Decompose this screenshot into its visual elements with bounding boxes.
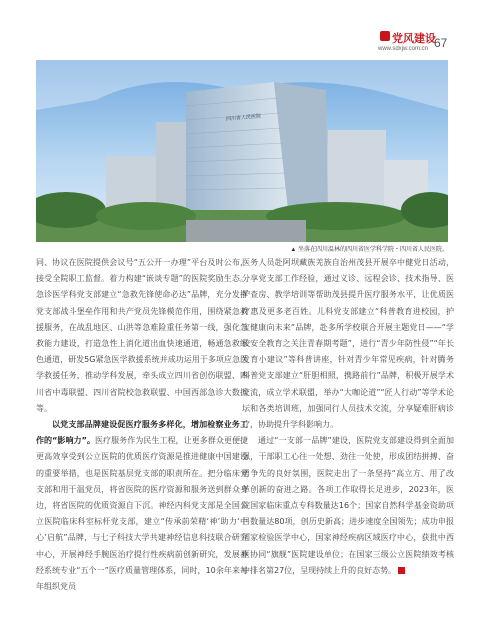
right-column <box>242 255 454 579</box>
section-subhead: 以党支部品牌建设促医疗服务多样化，增加检察业务工作的“影响力”。 <box>36 420 248 446</box>
left-paragraph-1: 同、协议在医院提供会议号“五公开一办理”平台及时公布，接受全院职工监督。着力构建“嵌谈专题”的医院奖励生态。急诊医学科党支部建立“急救先锋使命必达”品牌，充分发挥党支部战斗堡垒作用和共产党员先锋模范作用，围绕紧急救援服务，在战乱地区、山洪等急难险重任务第一线，强化急救能力建设，打造急性上消化道出血快速通道，畅通急救绿色通道，研发5G紧急医学救援系统并成功运用于多项应急医学救援任务，推动学科发展，牵头成立四川省创伤联盟、四川省中毒联盟、四川省院校急救联盟、中国西部急诊大数据等。 <box>36 258 248 413</box>
photo-caption: ▲ 坐落在四川温林的四川省医学科学院・四川省人民医院。 <box>290 247 448 253</box>
logo-seal-icon <box>380 31 390 41</box>
page-number: 67 <box>434 36 448 50</box>
right-paragraph-2-wrapper <box>242 433 454 579</box>
magazine-logo: 党风建设 <box>392 32 436 45</box>
site-url: www.sdxjw.com.cn <box>378 46 429 52</box>
hospital-building-illustration <box>36 60 448 242</box>
left-subhead-paragraph <box>36 417 248 595</box>
hospital-photo <box>36 60 448 242</box>
right-paragraph-1: 医务人员赴阿坝藏族羌族自治州茂县开展卒中健党日活动，分享党支部工作经验，通过义诊、远程会诊、技术指导、医护查房、教学培训等帮助茂县提升医疗服务水平，让优质医疗惠及更多老百姓。儿科党支部建立“科普教育进校园，护宝健康向未来”品牌，赴多所学校联合开展主题党日——“学校安全教育之关注青春期考题”，进行“青少年防性侵”“年长发育小建议”等科普讲座，针对青少年常见疾病，针对腾务科普党支部建立“肝胆相照，携路前行”品牌，积极开展学术交流，成立学术联盟，举办“大咖论道”“匠人行动”等学术论坛和各类培训班，加强同行人员技术交流，分享疑难肝病诊疗，协助提升学科影响力。 <box>242 258 454 430</box>
end-mark-icon <box>398 567 405 574</box>
right-paragraph-2: 通过“一支部一品牌”建设，医院党支部建设得到全面加强，干部职工心往一处想、劲往一处使，形成团结拼搏、奋勇争先的良好氛围，医院走出了一条坚持“高立方、用了改革创新的奋进之路。各项工作取得长足进步，2023年，医院国家临床重点专科数量达16个；国家自然科学基金资助项目数量达80项，创历史新高；进步速度全国领先；成功申报国家检验医学中心，国家神经疾病区域医疗中心，获批中西医协同“旗舰”医院建设单位；在国家三级公立医院绩效考核中排名第27位，呈现持续上升的良好态势。 <box>242 436 454 575</box>
building-sign: 四川省人民医院 <box>226 113 262 123</box>
left-column <box>36 255 248 595</box>
left-paragraph-2: 医疗服务作为民生工程，让更多群众更便捷更高效享受到公立医院的优质医疗资源是推进健康中国建设的重要举措，也是医院基层党支部的职责所在。把分临床党支部和用于温党员，将省医院的医疗资源和服务送到群众身边，将省医院的优质资源自下沉。神经内科党支部是全国公立医院临床科室标杆党支部，建立“传承前荣精‘神’助力‘中心’启航”品牌，与七子科技大学共建神经信息科技联合研究中心，开展神经手腕医治疗提行性疾病前创新研究，发展神经系统专业“五个一”医疗质量管理体系，同时，10余年来每年组织党员 <box>36 436 249 592</box>
page-header <box>0 0 484 60</box>
